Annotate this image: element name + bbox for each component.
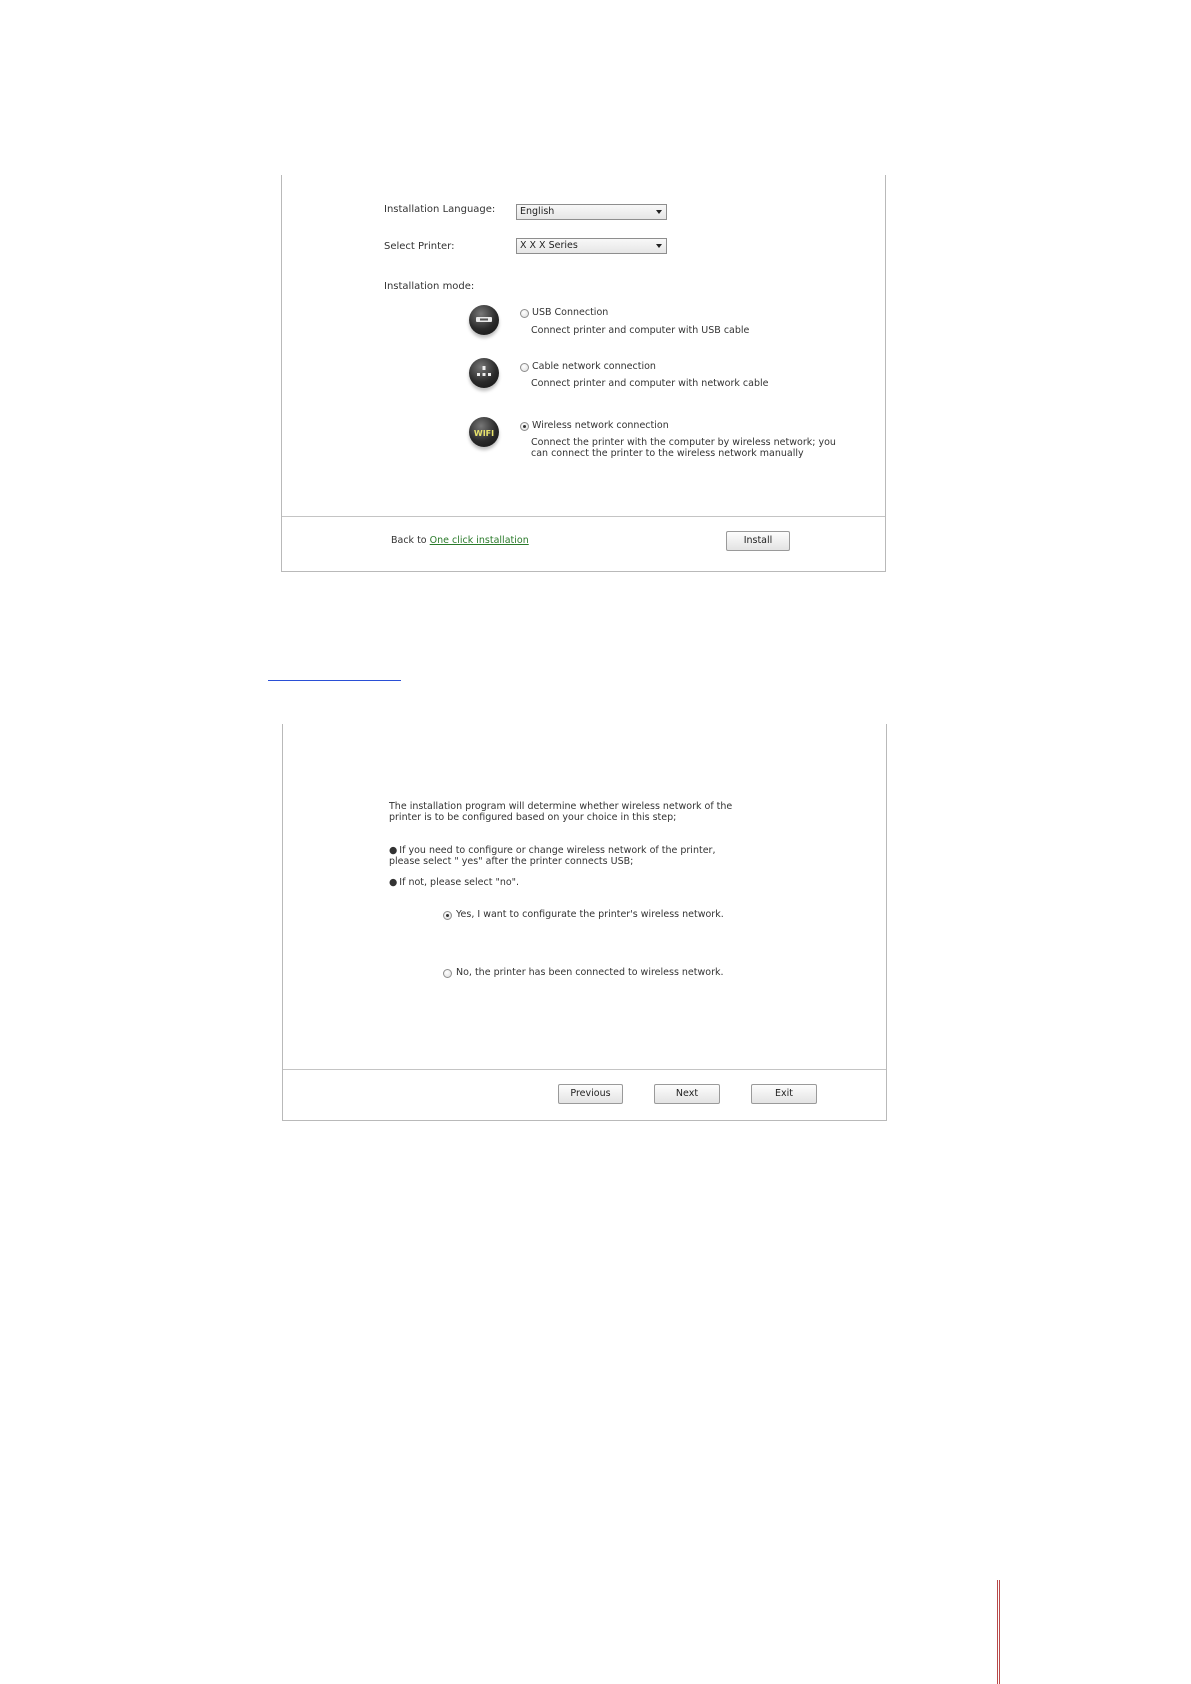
wireless-network-radio[interactable] [520, 422, 529, 431]
cable-network-radio[interactable] [520, 363, 529, 372]
usb-connection-title: USB Connection [532, 307, 609, 318]
no-label: No, the printer has been connected to wireless network. [456, 967, 724, 978]
installation-mode-dialog [281, 175, 886, 572]
one-click-installation-link[interactable]: One click installation [429, 535, 529, 546]
bullet-not-text: If not, please select "no". [399, 877, 520, 888]
usb-icon [469, 305, 499, 335]
cable-network-desc: Connect printer and computer with network cable [531, 378, 769, 389]
footer-divider [282, 516, 885, 517]
wifi-icon-text: WIFI [473, 429, 495, 438]
bullet-mark: ● [389, 877, 398, 888]
usb-connection-radio[interactable] [520, 309, 529, 318]
page-hyperlink-underline[interactable] [268, 680, 401, 681]
installation-language-select[interactable] [516, 204, 667, 220]
no-radio[interactable] [443, 969, 452, 978]
back-to-prefix: Back to [391, 535, 427, 546]
previous-button[interactable]: Previous [558, 1084, 623, 1104]
installation-language-value: English [520, 206, 555, 217]
cable-network-title: Cable network connection [532, 361, 656, 372]
yes-label: Yes, I want to configurate the printer's wireless network. [456, 909, 724, 920]
exit-button[interactable]: Exit [751, 1084, 817, 1104]
bullet-not [389, 877, 749, 888]
chevron-down-icon [656, 244, 662, 248]
wireless-config-dialog [282, 724, 887, 1121]
select-printer-label: Select Printer: [384, 241, 455, 252]
wireless-network-title: Wireless network connection [532, 420, 669, 431]
installation-mode-label: Installation mode: [384, 281, 475, 292]
install-button[interactable]: Install [726, 531, 790, 551]
bullet-configure [389, 845, 749, 867]
page-margin-mark [997, 1580, 1000, 1684]
back-to-text [391, 535, 529, 546]
chevron-down-icon [656, 210, 662, 214]
network-cable-icon [469, 358, 499, 388]
installation-language-label: Installation Language: [384, 204, 496, 215]
usb-connection-desc: Connect printer and computer with USB cable [531, 325, 750, 336]
intro-text: The installation program will determine whether wireless network of the printer is to be configured based on your choice in this step; [389, 801, 733, 823]
select-printer-value: X X X Series [520, 240, 578, 251]
bullet-configure-text: If you need to configure or change wireless network of the printer, please select " yes" after the printer connects USB; [389, 845, 716, 867]
next-button[interactable]: Next [654, 1084, 720, 1104]
select-printer-select[interactable] [516, 238, 667, 254]
yes-radio[interactable] [443, 911, 452, 920]
wireless-network-desc: Connect the printer with the computer by wireless network; you can connect the printer to the wireless network manually [531, 437, 836, 459]
wifi-icon [469, 417, 499, 447]
footer-divider [283, 1069, 886, 1070]
bullet-mark: ● [389, 845, 398, 856]
